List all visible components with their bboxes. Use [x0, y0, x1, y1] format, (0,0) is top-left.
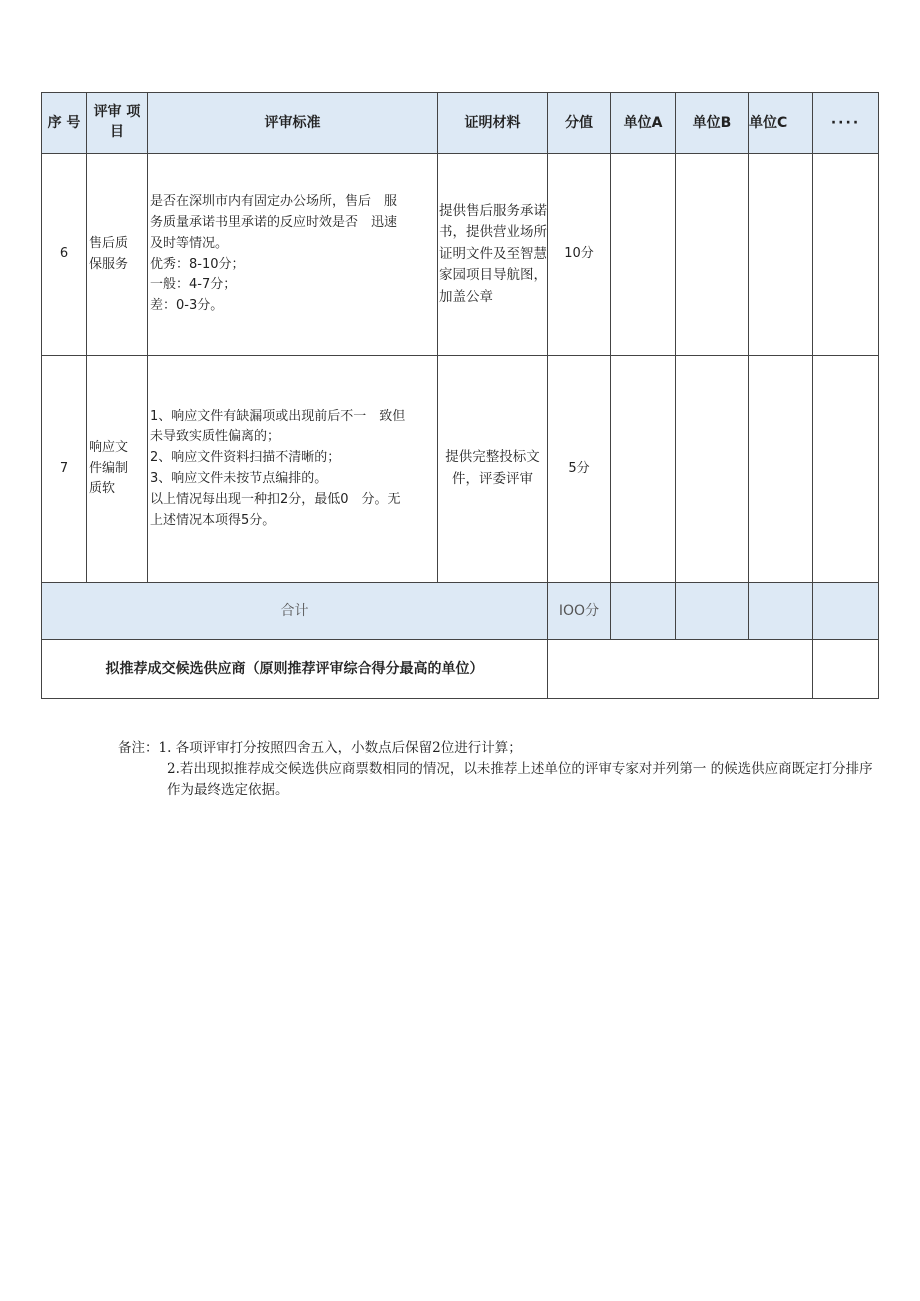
header-unit-b: 单位B	[676, 93, 749, 154]
total-label: 合计	[42, 583, 548, 640]
notes	[118, 738, 878, 801]
recommend-label: 拟推荐成交候选供应商（原则推荐评审综合得分最高的单位）	[42, 640, 548, 699]
row-criteria	[148, 154, 438, 356]
row-unit-a	[611, 356, 676, 583]
row-item-line: 保服务	[89, 256, 129, 272]
recommend-row	[42, 640, 879, 699]
row-item-line: 售后质	[89, 235, 129, 251]
row-unit-c	[749, 154, 813, 356]
row-item-line: 件编制	[89, 460, 129, 476]
recommend-more	[813, 640, 879, 699]
header-criteria: 评审标准	[148, 93, 438, 154]
criteria-line: 1、响应文件有缺漏项或出现前后不一 致但	[150, 408, 406, 424]
row-score: 5分	[548, 356, 611, 583]
row-item-line: 质软	[89, 481, 116, 497]
criteria-line: 及时等情况。	[150, 235, 229, 251]
row-more	[813, 154, 879, 356]
criteria-line: 优秀：8-10分；	[150, 256, 245, 272]
row-item-line: 响应文	[89, 439, 129, 455]
header-score: 分值	[548, 93, 611, 154]
row-more	[813, 356, 879, 583]
criteria-line: 未导致实质性偏离的；	[150, 429, 281, 445]
criteria-line: 差：0-3分。	[150, 298, 224, 314]
row-no: 7	[42, 356, 87, 583]
row-evidence: 提供售后服务承诺书，提供营业场所证明文件及至智慧家园项目导航图，加盖公章	[438, 154, 548, 356]
evaluation-table	[41, 92, 879, 699]
notes-prefix: 备注：	[118, 740, 159, 756]
row-no: 6	[42, 154, 87, 356]
total-unit-b	[676, 583, 749, 640]
criteria-line: 是否在深圳市内有固定办公场所，售后 服	[150, 194, 398, 210]
row-score: 10分	[548, 154, 611, 356]
header-more: ····	[813, 93, 879, 154]
header-item: 评审 项目	[87, 93, 148, 154]
row-item	[87, 356, 148, 583]
total-score: IOO分	[548, 583, 611, 640]
total-unit-a	[611, 583, 676, 640]
notes-item-2: 2.若出现拟推荐成交候选供应商票数相同的情况，以未推荐上述单位的评审专家对并列第一 的候选供应商既定打分排序作为最终选定依据。	[167, 760, 873, 798]
criteria-line: 务质量承诺书里承诺的反应时效是否 迅速	[150, 214, 398, 230]
total-row	[42, 583, 879, 640]
row-unit-a	[611, 154, 676, 356]
header-no: 序 号	[42, 93, 87, 154]
criteria-line: 一般：4-7分；	[150, 277, 237, 293]
criteria-line: 以上情况每出现一种扣2分，最低0 分。无	[150, 491, 401, 507]
recommend-value	[548, 640, 813, 699]
row-unit-b	[676, 154, 749, 356]
criteria-line: 上述情况本项得5分。	[150, 512, 276, 528]
total-more	[813, 583, 879, 640]
criteria-line: 3、响应文件未按节点编排的。	[150, 471, 328, 486]
header-unit-a: 单位A	[611, 93, 676, 154]
header-unit-c: 单位C	[749, 93, 813, 154]
table-header-row	[42, 93, 879, 154]
row-unit-c	[749, 356, 813, 583]
notes-item-1: 1. 各项评审打分按照四舍五入，小数点后保留2位进行计算；	[158, 740, 522, 756]
row-evidence: 提供完整投标文件，评委评审	[438, 356, 548, 583]
row-criteria	[148, 356, 438, 583]
row-item	[87, 154, 148, 356]
table-row	[42, 154, 879, 356]
total-unit-c	[749, 583, 813, 640]
row-unit-b	[676, 356, 749, 583]
header-evidence: 证明材料	[438, 93, 548, 154]
table-row	[42, 356, 879, 583]
criteria-line: 2、响应文件资料扫描不清晰的；	[150, 450, 341, 466]
